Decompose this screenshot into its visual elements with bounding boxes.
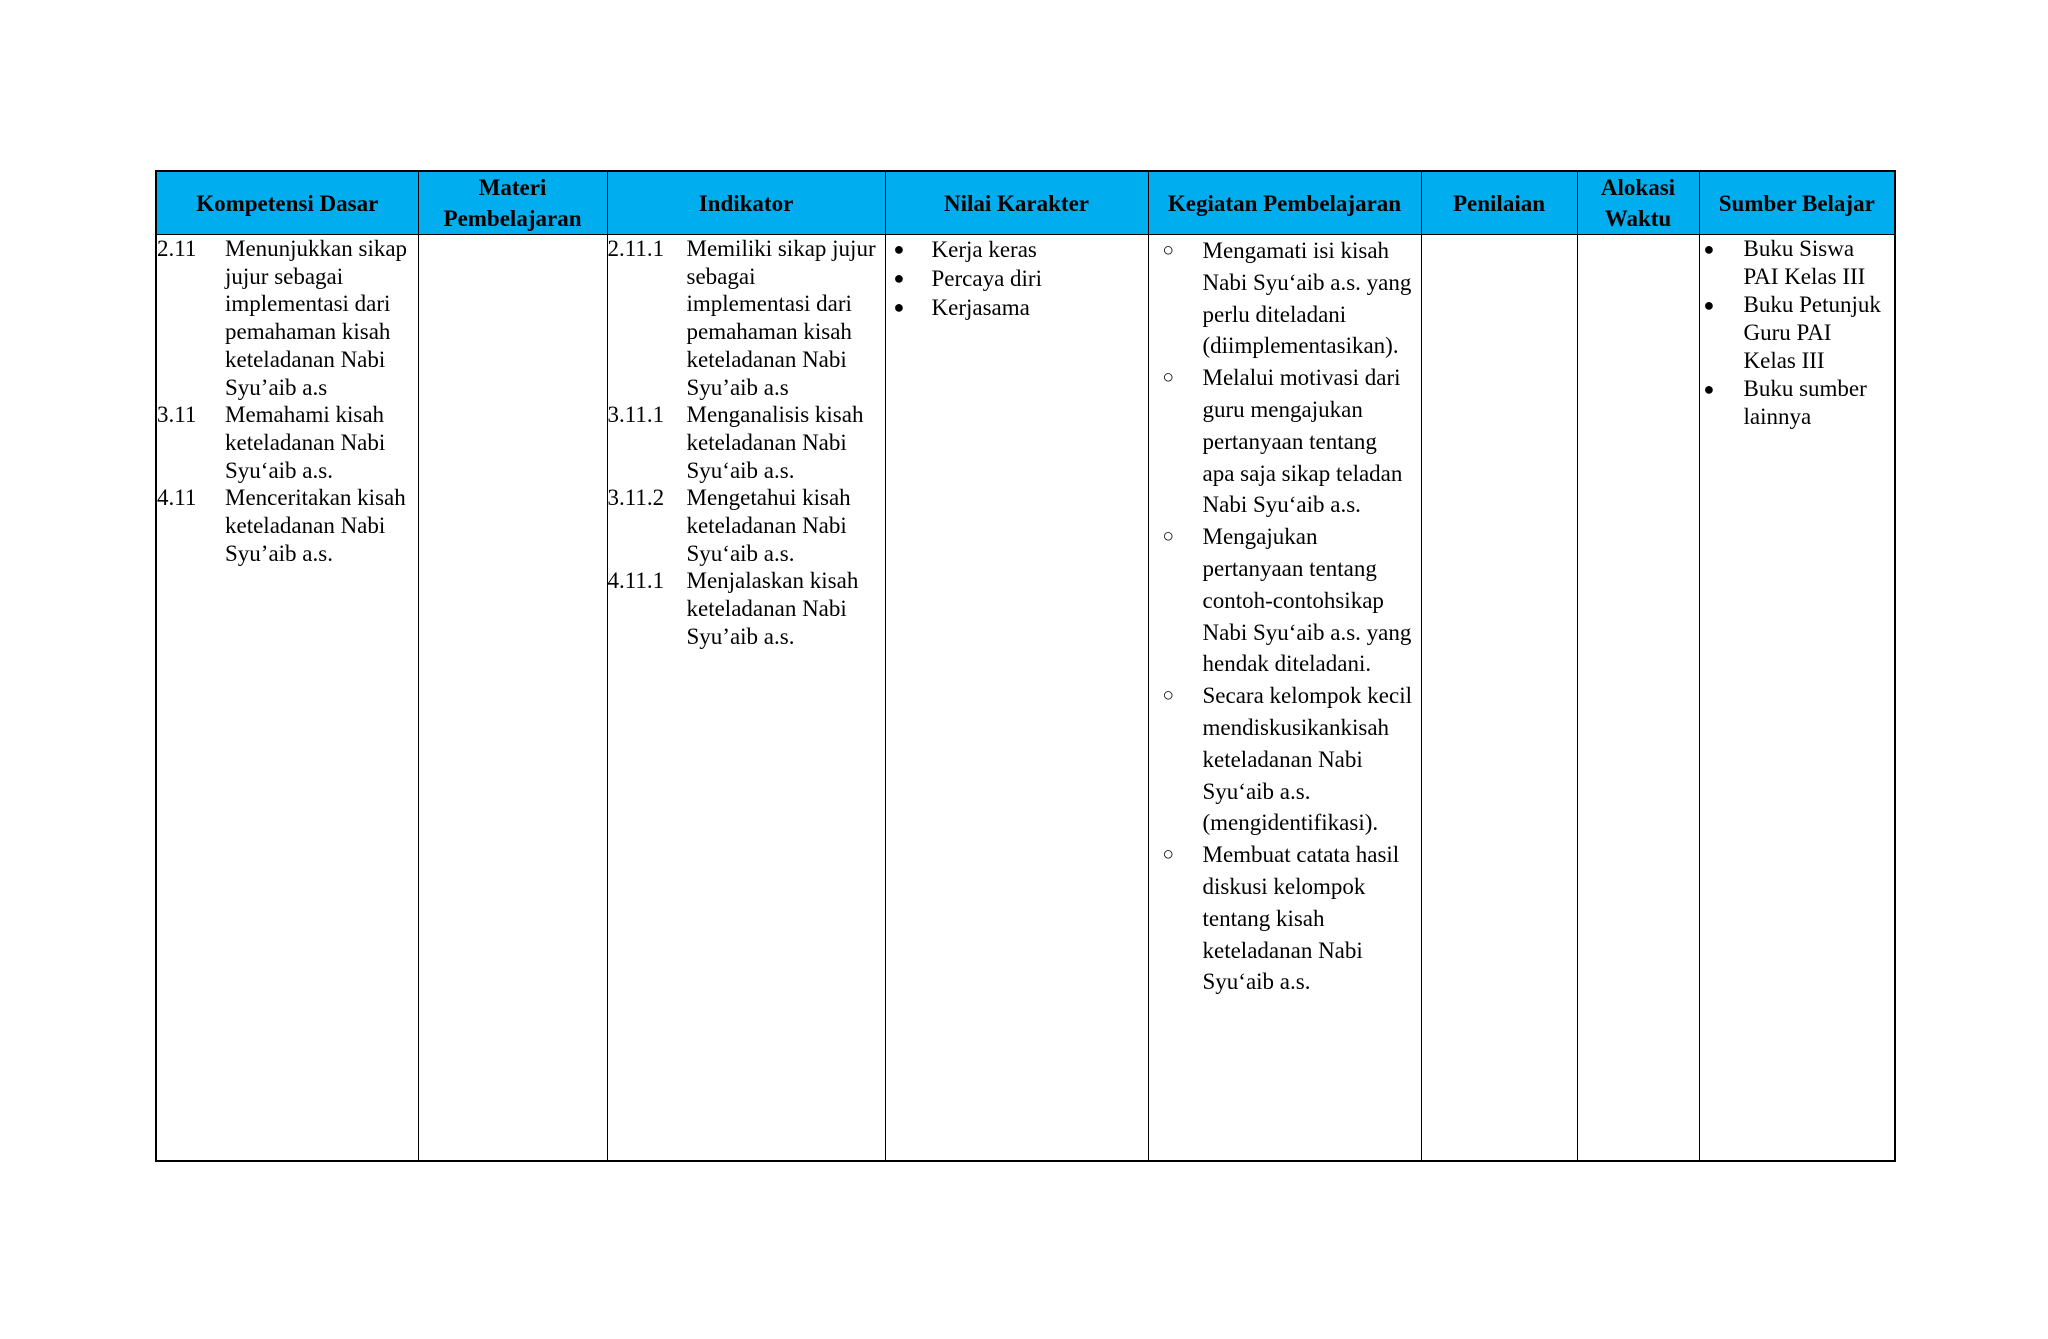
circle-bullet-icon: ○ xyxy=(1162,685,1174,707)
kompetensi-text: Memahami kisah keteladanan Nabi Syu‘aib a.s. xyxy=(225,402,386,483)
nilai-text: Kerja keras xyxy=(931,237,1037,262)
sumber-item xyxy=(1704,291,1887,375)
nilai-item xyxy=(894,235,1148,264)
sumber-text: Buku sumber lainnya xyxy=(1743,376,1867,429)
materi-pembelajaran-cell xyxy=(418,235,607,1162)
circle-bullet-icon: ○ xyxy=(1162,526,1174,548)
kompetensi-item xyxy=(157,484,418,567)
nilai-item xyxy=(894,293,1148,322)
sumber-text: Buku Siswa PAI Kelas III xyxy=(1743,236,1866,289)
kompetensi-item xyxy=(157,401,418,484)
kegiatan-pembelajaran-cell xyxy=(1148,235,1421,1162)
kegiatan-text: Membuat catata hasil diskusi kelompok tentang kisah keteladanan Nabi Syu‘aib a.s. xyxy=(1202,842,1400,995)
nilai-karakter-cell xyxy=(885,235,1148,1162)
bullet-icon: ● xyxy=(893,297,905,317)
indikator-number: 4.11.1 xyxy=(607,568,665,594)
header-alokasi-waktu: Alokasi Waktu xyxy=(1577,171,1699,235)
kompetensi-dasar-cell xyxy=(156,235,418,1162)
header-kompetensi-dasar: Kompetensi Dasar xyxy=(156,171,418,235)
sumber-list xyxy=(1700,235,1895,431)
kegiatan-item xyxy=(1163,362,1413,521)
nilai-text: Percaya diri xyxy=(931,266,1042,291)
indikator-text: Memiliki sikap jujur sebagai implementasi dari pemahaman kisah keteladanan Nabi Syu’aib a.s xyxy=(686,236,876,400)
header-materi-pembelajaran: Materi Pembelajaran xyxy=(418,171,607,235)
bullet-icon: ● xyxy=(1703,239,1715,259)
penilaian-cell xyxy=(1421,235,1577,1162)
kompetensi-number: 3.11 xyxy=(157,402,197,428)
kompetensi-text: Menunjukkan sikap jujur sebagai implementasi dari pemahaman kisah keteladanan Nabi Syu’aib a.s xyxy=(225,236,408,400)
kompetensi-list xyxy=(157,235,418,567)
indikator-item xyxy=(608,567,885,650)
sumber-belajar-cell xyxy=(1699,235,1895,1162)
nilai-item xyxy=(894,264,1148,293)
sumber-item xyxy=(1704,375,1887,431)
header-nilai-karakter: Nilai Karakter xyxy=(885,171,1148,235)
kompetensi-number: 4.11 xyxy=(157,485,197,511)
indikator-text: Menganalisis kisah keteladanan Nabi Syu‘aib a.s. xyxy=(686,402,864,483)
kegiatan-list xyxy=(1149,235,1421,998)
indikator-item xyxy=(608,235,885,401)
kompetensi-item xyxy=(157,235,418,401)
sumber-item xyxy=(1704,235,1887,291)
nilai-text: Kerjasama xyxy=(931,295,1030,320)
kompetensi-text: Menceritakan kisah keteladanan Nabi Syu’aib a.s. xyxy=(225,485,406,566)
indikator-item xyxy=(608,484,885,567)
kegiatan-item xyxy=(1163,680,1413,839)
header-sumber-belajar: Sumber Belajar xyxy=(1699,171,1895,235)
circle-bullet-icon: ○ xyxy=(1162,844,1174,866)
header-kegiatan-pembelajaran: Kegiatan Pembelajaran xyxy=(1148,171,1421,235)
kompetensi-number: 2.11 xyxy=(157,236,197,261)
circle-bullet-icon: ○ xyxy=(1162,367,1174,389)
kegiatan-text: Melalui motivasi dari guru mengajukan pertanyaan tentang apa saja sikap teladan Nabi Syu‘aib a.s. xyxy=(1202,365,1403,518)
kegiatan-text: Mengajukan pertanyaan tentang contoh-contohsikap Nabi Syu‘aib a.s. yang hendak diteladani. xyxy=(1202,524,1412,677)
indikator-text: Mengetahui kisah keteladanan Nabi Syu‘aib a.s. xyxy=(686,485,851,566)
header-indikator: Indikator xyxy=(607,171,885,235)
indikator-item xyxy=(608,401,885,484)
kegiatan-text: Secara kelompok kecil mendiskusikankisah keteladanan Nabi Syu‘aib a.s. (mengidentifikasi). xyxy=(1202,683,1412,836)
kegiatan-item xyxy=(1163,235,1413,362)
bullet-icon: ● xyxy=(1703,295,1715,315)
indikator-list xyxy=(608,235,885,651)
bullet-icon: ● xyxy=(893,268,905,288)
bullet-icon: ● xyxy=(1703,379,1715,399)
bullet-icon: ● xyxy=(893,239,905,259)
circle-bullet-icon: ○ xyxy=(1162,240,1174,261)
header-row xyxy=(156,171,1895,235)
sumber-text: Buku Petunjuk Guru PAI Kelas III xyxy=(1743,292,1881,373)
indikator-number: 2.11.1 xyxy=(607,236,665,261)
header-penilaian: Penilaian xyxy=(1421,171,1577,235)
indikator-cell xyxy=(607,235,885,1162)
syllabus-table xyxy=(155,170,1896,1162)
content-row xyxy=(156,235,1895,1162)
indikator-number: 3.11.2 xyxy=(607,485,665,511)
nilai-list xyxy=(886,235,1148,322)
indikator-number: 3.11.1 xyxy=(607,402,665,428)
kegiatan-item xyxy=(1163,521,1413,680)
kegiatan-text: Mengamati isi kisah Nabi Syu‘aib a.s. yang perlu diteladani (diimplementasikan). xyxy=(1202,238,1412,359)
kegiatan-item xyxy=(1163,839,1413,998)
indikator-text: Menjalaskan kisah keteladanan Nabi Syu’aib a.s. xyxy=(686,568,859,649)
alokasi-waktu-cell xyxy=(1577,235,1699,1162)
